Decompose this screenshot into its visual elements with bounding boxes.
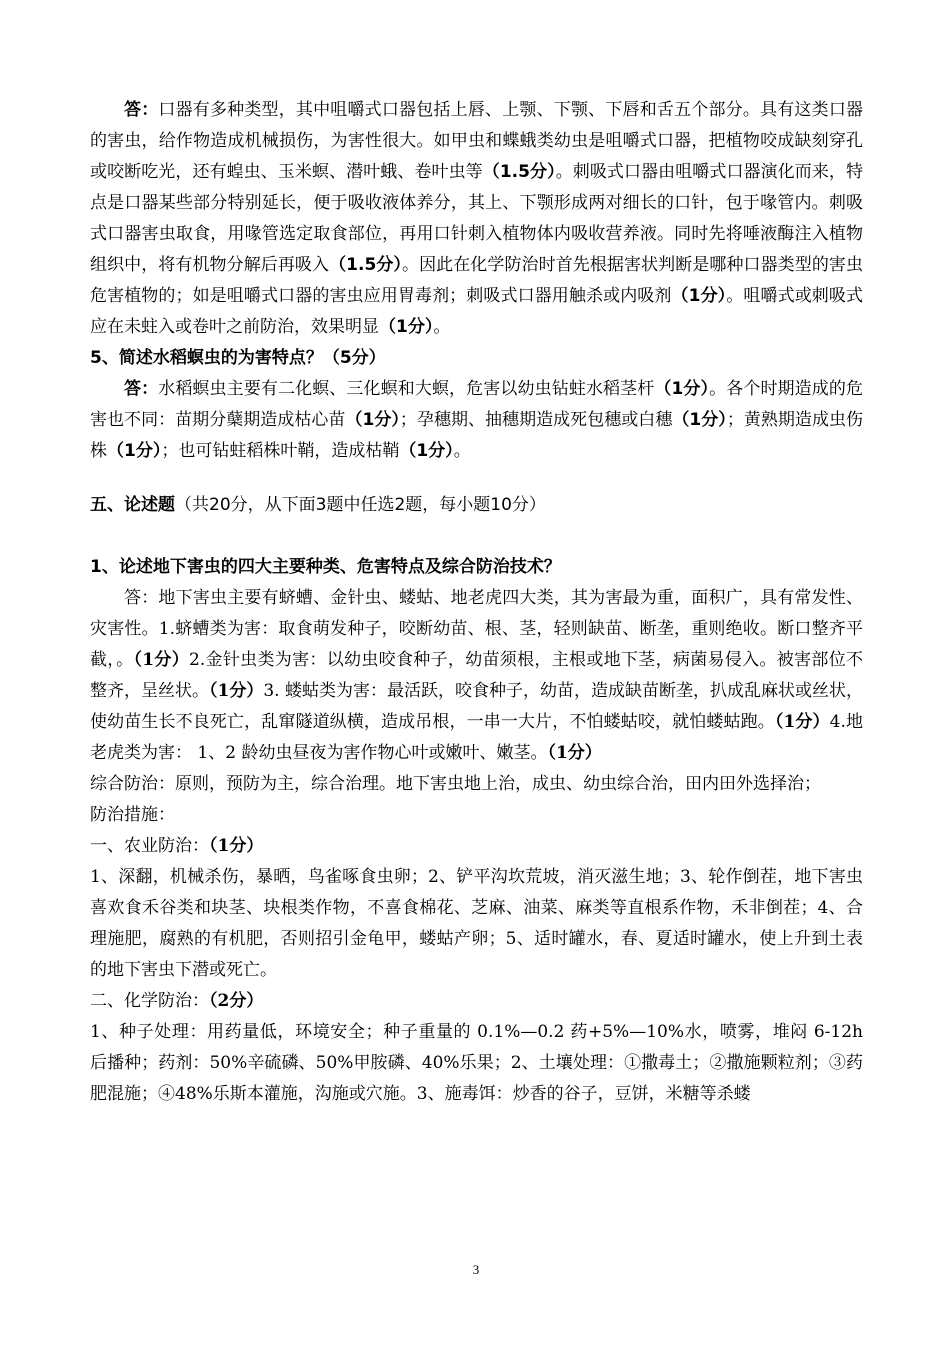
- question-5-title: 5、简述水稻螟虫的为害特点？（5分）: [90, 348, 386, 368]
- answer-text: 。刺吸式口器由咀嚼式口器演化而来，特点是口器某些部分特别延长，便于吸收液体养分，其上、下颚形成两对细长的口针，包于喙管内。刺吸式口器害虫取食，用喙管选定取食部位，再用口针刺入植物体内吸收营养液。同时先将唾液酶注入植物组织中，将有机物分解后再吸入: [90, 162, 863, 275]
- heading-text: 一、农业防治：: [90, 836, 209, 856]
- score-mark: （1.5分）: [482, 162, 556, 182]
- score-mark: （1分）: [107, 441, 162, 461]
- answer-text: 答：地下害虫主要有蛴螬、金针虫、蝼蛄、地老虎四大类，其为害最为重，面积广，具有常发性、灾害性。1.蛴螬类为害：取食萌发种子，咬断幼苗、根、茎，轻则缺苗、断垄，重则绝收。断口整齐平截，。: [90, 588, 863, 670]
- answer-paragraph-q5: [90, 374, 863, 467]
- section-5-note: （共20分，从下面3题中任选2题，每小题10分）: [175, 495, 546, 515]
- score-mark: （1分）: [399, 441, 454, 461]
- answer-text: 口器有多种类型，其中咀嚼式口器包括上唇、上颚、下颚、下唇和舌五个部分。具有这类口器的害虫，给作物造成机械损伤，为害性很大。如甲虫和蝶蛾类幼虫是咀嚼式口器，把植物咬成缺刻穿孔或咬断吃光，还有蝗虫、玉米螟、潜叶蛾、卷叶虫等: [90, 100, 864, 182]
- score-mark: （1分）: [345, 410, 400, 430]
- answer-lead: 答：: [124, 379, 159, 399]
- page-content: [90, 95, 863, 1110]
- answer-text: 。因此在化学防治时首先根据害状判断是哪种口器类型的害虫危害植物的；如是咀嚼式口器的害虫应用胃毒剂；刺吸式口器用触杀或内吸剂: [90, 255, 863, 306]
- answer-text: 4.地老虎类为害： 1、2 龄幼虫昼夜为害作物心叶或嫩叶、嫩茎。: [90, 712, 863, 763]
- agricultural-control-heading: [90, 831, 863, 862]
- answer-text: 2.金针虫类为害：以幼虫咬食种子，幼苗须根，主根或地下茎，病菌易侵入。被害部位不整齐，呈丝状。: [90, 650, 864, 701]
- score-mark: （1分）: [209, 681, 264, 701]
- score-mark: （1分）: [671, 286, 727, 306]
- answer-text: 。咀嚼式或刺吸式应在未蛀入或卷叶之前防治，效果明显: [90, 286, 864, 337]
- score-mark: （1.5分）: [329, 255, 402, 275]
- essay-1-title: 1、论述地下害虫的四大主要种类、危害特点及综合防治技术？: [90, 557, 561, 577]
- answer-text: 。: [453, 441, 471, 461]
- answer-paragraph-q4: [90, 95, 863, 343]
- section-5-prefix: 五、论述题: [90, 495, 175, 515]
- heading-text: 二、化学防治：: [90, 991, 209, 1011]
- score-mark: （1分）: [774, 712, 830, 732]
- control-measures-label: 防治措施：: [90, 805, 175, 825]
- score-mark: （2分）: [209, 991, 264, 1011]
- score-mark: （1分）: [209, 836, 264, 856]
- page-number: 3: [472, 1262, 480, 1277]
- answer-text: ；黄熟期造成虫伤株: [90, 410, 864, 461]
- integrated-control-text: 综合防治：原则，预防为主，综合治理。地下害虫地上治，成虫、幼虫综合治，田内田外选择治；: [90, 774, 821, 794]
- score-mark: （1分）: [133, 650, 190, 670]
- essay-1-answer: [90, 583, 863, 769]
- answer-text: ；也可钻蛀稻株叶鞘，造成枯鞘: [161, 441, 400, 461]
- answer-text: ；孕穗期、抽穗期造成死包穗或白穗: [399, 410, 673, 430]
- chemical-control-heading: [90, 986, 863, 1017]
- section-5-heading: [90, 490, 863, 521]
- agricultural-control-body: 1、深翻，机械杀伤，暴晒，鸟雀啄食虫卵；2、铲平沟坎荒坡，消灭滋生地；3、轮作倒茬，地下害虫喜欢食禾谷类和块茎、块根类作物，不喜食棉花、芝麻、油菜、麻类等直根系作物，禾非倒茬；4、合理施肥，腐熟的有机肥，否则招引金龟甲，蝼蛄产卵；5、适时罐水，春、夏适时罐水，使上升到土表的地下害虫下潜或死亡。: [90, 867, 863, 980]
- score-mark: （1分）: [672, 410, 727, 430]
- answer-lead: 答：: [124, 100, 159, 120]
- chemical-control-body: 1、种子处理：用药量低，环境安全；种子重量的 0.1%—0.2 药+5%—10%水，喷雾，堆闷 6-12h 后播种；药剂：50%辛硫磷、50%甲胺磷、40%乐果；2、土壤处理：①撒毒土；②撒施颗粒剂；③药肥混施；④48%乐斯本灌施，沟施或穴施。3、施毒饵：炒香的谷子，豆饼，米糖等杀蝼: [90, 1022, 863, 1104]
- answer-text: 。各个时期造成的危害也不同：苗期分蘖期造成枯心苗: [90, 379, 863, 430]
- answer-text: 。: [433, 317, 451, 337]
- score-mark: （1分）: [379, 317, 434, 337]
- answer-text: 水稻螟虫主要有二化螟、三化螟和大螟，危害以幼虫钻蛀水稻茎杆: [158, 379, 655, 399]
- score-mark: （1分）: [654, 379, 710, 399]
- answer-text: 3. 蝼蛄类为害：最活跃，咬食种子，幼苗，造成缺苗断垄，扒成乱麻状或丝状，使幼苗生长不良死亡，乱窜隧道纵横，造成吊根，一串一大片，不怕蝼蛄咬，就怕蝼蛄跑。: [90, 681, 864, 732]
- score-mark: （1分）: [547, 743, 602, 763]
